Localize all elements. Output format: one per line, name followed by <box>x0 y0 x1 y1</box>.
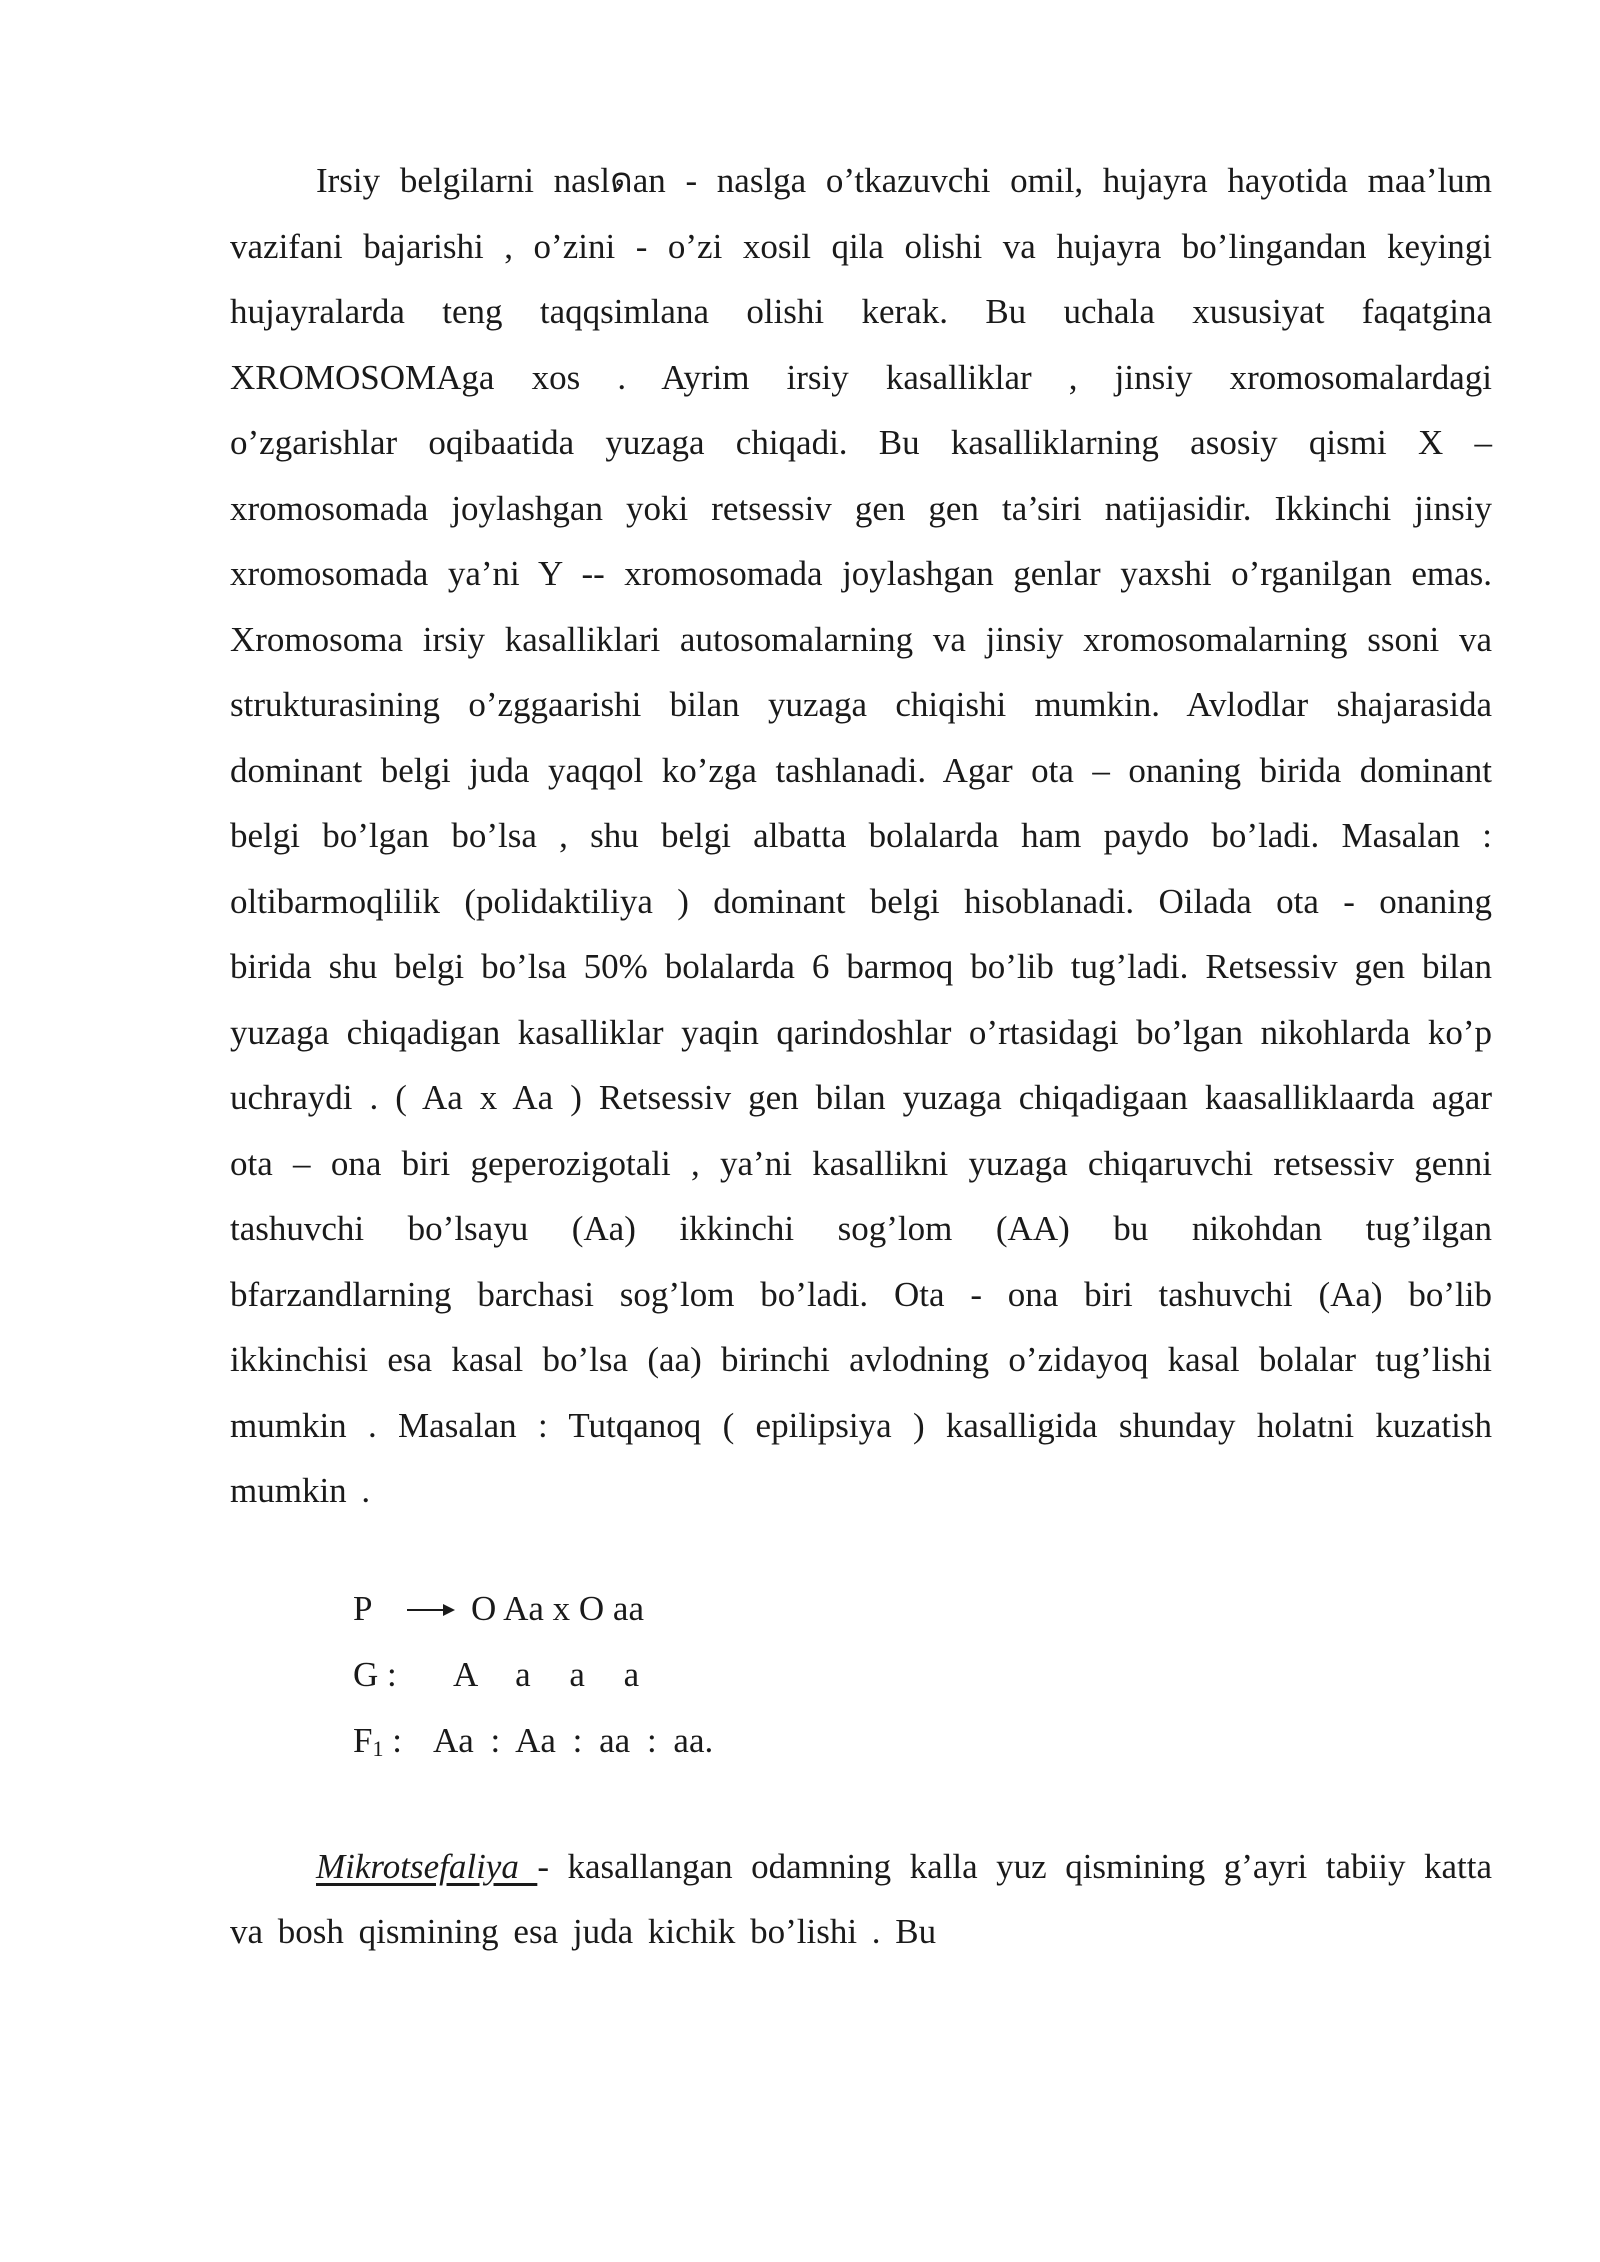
paragraph-microcephaly <box>230 1834 1492 1965</box>
parents-cross: O Aa x O aa <box>471 1588 645 1628</box>
gametes-row <box>353 1642 1492 1708</box>
genetic-cross-scheme <box>353 1576 1492 1782</box>
term-microcephaly: Mikrotsefaliya <box>316 1846 538 1886</box>
microcephaly-text: - kasallangan odamning kalla yuz qismining g’ayri tabiiy katta va bosh qismining esa juda kichik bo’lishi . Bu <box>230 1846 1492 1951</box>
arrow-right-icon <box>405 1600 457 1620</box>
paragraph-heredity: Irsiy belgilarni naslดan - naslga o’tkazuvchi omil, hujayra hayotida maa’lum vazifani bajarishi , o’zini - o’zi xosil qila olishi va hujayra bo’lingandan keyingi hujayralarda teng taqqsimlana olishi kerak. Bu uchala xususiyat faqatgina XROMOSOMAga xos . Ayrim irsiy kasalliklar , jinsiy xromosomalardagi o’zgarishlar oqibaatida yuzaga chiqadi. Bu kasalliklarning asosiy qismi X – xromosomada joylashgan yoki retsessiv gen gen ta’siri natijasidir. Ikkinchi jinsiy xromosomada ya’ni Y -- xromosomada joylashgan genlar yaxshi o’rganilgan emas. Xromosoma irsiy kasalliklari autosomalarning va jinsiy xromosomalarning ssoni va strukturasining o’zggaarishi bilan yuzaga chiqishi mumkin. Avlodlar shajarasida dominant belgi juda yaqqol ko’zga tashlanadi. Agar ota – onaning birida dominant belgi bo’lgan bo’lsa , shu belgi albatta bolalarda ham paydo bo’ladi. Masalan : oltibarmoqlilik (polidaktiliya ) dominant belgi hisoblanadi. Oilada ota - onaning birida shu belgi bo’lsa 50% bolalarda 6 barmoq bo’lib tug’ladi. Retsessiv gen bilan yuzaga chiqadigan kasalliklar yaqin qarindoshlar o’rtasidagi bo’lgan nikohlarda ko’p uchraydi . ( Aa x Aa ) Retsessiv gen bilan yuzaga chiqadigaan kaasalliklaarda agar ota – ona biri geperozigotali , ya’ni kasallikni yuzaga chiqaruvchi retsessiv genni tashuvchi bo’lsayu (Aa) ikkinchi sog’lom (AA) bu nikohdan tug’ilgan bfarzandlarning barchasi sog’lom bo’ladi. Ota - ona biri tashuvchi (Aa) bo’lib ikkinchisi esa kasal bo’lsa (aa) birinchi avlodning o’zidayoq kasal bolalar tug’lishi mumkin . Masalan : Tutqanoq ( epilipsiya ) kasalligida shunday holatni kuzatish mumkin . <box>230 161 1492 1510</box>
offspring-values: Aa : Aa : aa : aa. <box>433 1720 714 1760</box>
parents-label: P <box>353 1588 373 1628</box>
parents-row <box>353 1576 1492 1642</box>
document-page <box>230 148 1492 1965</box>
gametes-label: G : <box>353 1654 397 1694</box>
gametes-values: A a a a <box>453 1654 640 1694</box>
offspring-row <box>353 1708 1492 1782</box>
offspring-label: F1 : <box>353 1720 402 1761</box>
